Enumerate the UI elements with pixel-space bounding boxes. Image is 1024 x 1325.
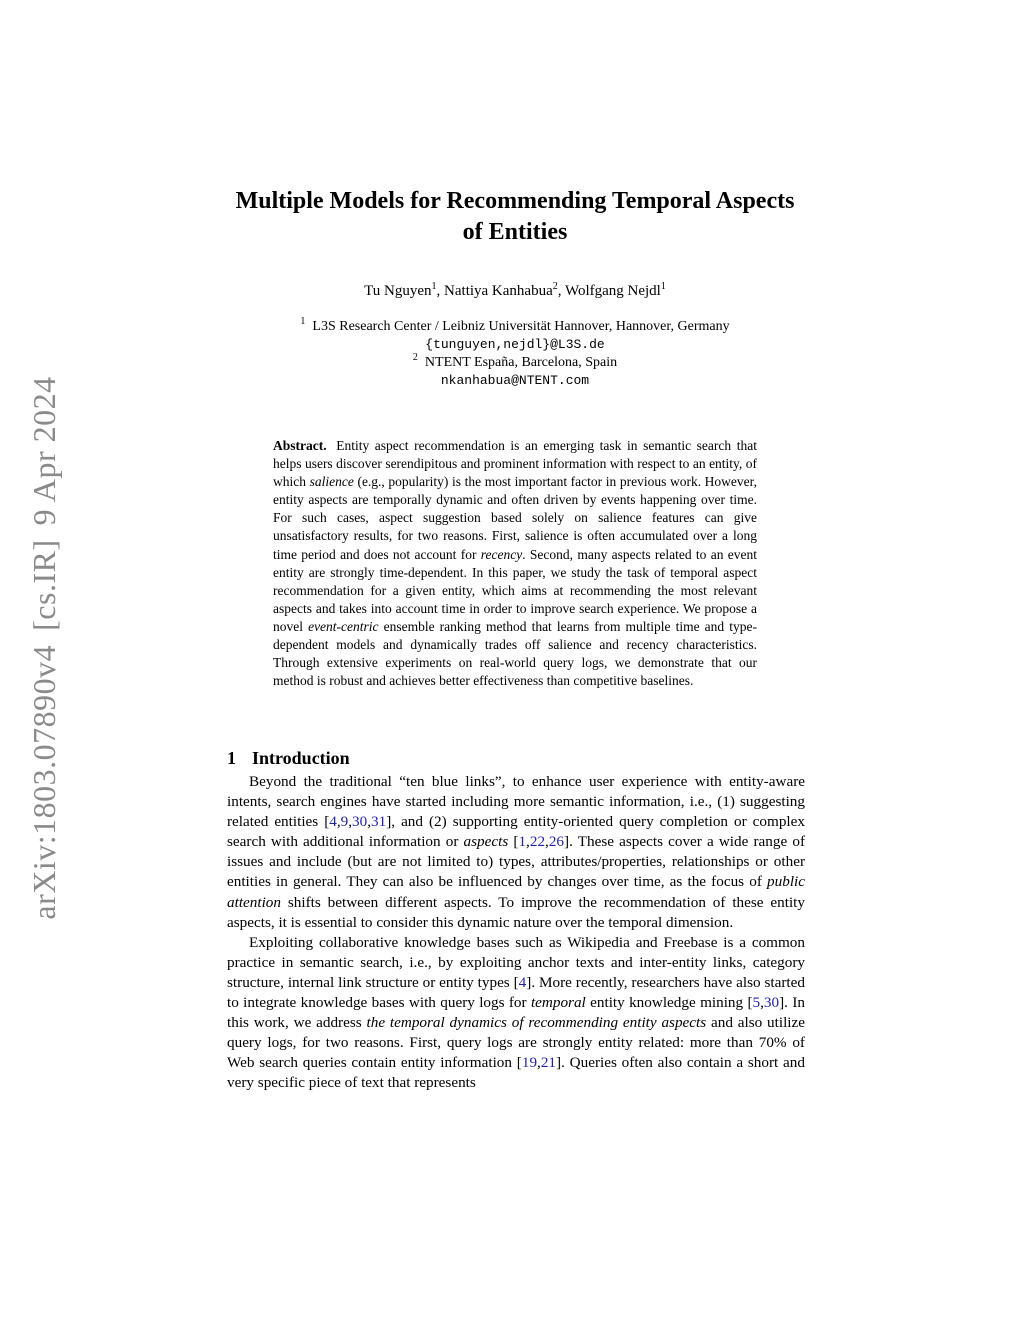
abstract: Abstract. Entity aspect recommendation is an emerging task in semantic search that helps users discover serendipitous and prominent information with respect to an entity, of which salience (e.g., popularity) is the most important factor in previous work. However, entity aspects are temporally dynamic and often driven by events happening over time. For such cases, aspect suggestion based solely on salience features can give unsatisfactory results, for two reasons. First, salience is often accumulated over a long time period and does not account for recency. Second, many aspects related to an event entity are strongly time-dependent. In this paper, we study the task of temporal aspect recommendation for a given entity, which aims at recommending the most relevant aspects and takes into account time in order to improve search experience. We propose a novel event-centric ensemble ranking method that learns from multiple time and type-dependent models and dynamically trades off salience and recency characteristics. Through extensive experiments on real-world query logs, we demonstrate that our method is robust and achieves better effectiveness than competitive baselines. [273, 438, 757, 689]
citation-link[interactable]: 4 [329, 813, 337, 831]
author-name: Wolfgang Nejdl [564, 283, 661, 299]
abstract-label: Abstract. [273, 438, 327, 453]
citation-link[interactable]: 22 [529, 833, 546, 851]
section-heading [227, 748, 350, 769]
citation-link[interactable]: 30 [763, 994, 780, 1012]
author-affil-mark: 1 [660, 281, 666, 292]
author-name: Nattiya Kanhabua [444, 283, 553, 299]
citation-link[interactable]: 4 [518, 973, 527, 991]
arxiv-date: 9 Apr 2024 [25, 376, 62, 526]
paragraph-2: Exploiting collaborative knowledge bases such as Wikipedia and Freebase is a common practice in semantic search, i.e., by exploiting anchor texts and inter-entity links, category structure, internal link structure or entity types [4]. More recently, researchers have also started to integrate knowledge bases with query logs for temporal entity knowledge mining [5,30]. In this work, we address the temporal dynamics of recommending entity aspects and also utilize query logs, for two reasons. First, query logs are strongly entity related: more than 70% of Web search queries contain entity information [19,21]. Queries often also contain a short and very specific piece of text that represents [227, 933, 805, 1092]
email-1: {tunguyen,nejdl}@L3S.de [425, 337, 605, 352]
section-number: 1 [227, 748, 236, 768]
citation-link[interactable]: 31 [371, 813, 387, 831]
paragraph-1: Beyond the traditional “ten blue links”, to enhance user experience with entity-aware intents, search engines have started including more semantic information, i.e., (1) suggesting related entities [4,9,30,31], and (2) supporting entity-oriented query completion or complex search with additional information or aspects [1,22,26]. These aspects cover a wide range of issues and include (but are not limited to) types, attributes/properties, relationships or other entities in general. They can also be influenced by changes over time, as the focus of public attention shifts between different aspects. To improve the recommendation of these entity aspects, it is essential to consider this dynamic nature over the temporal dimension. [227, 773, 806, 931]
author-affil-mark: 2 [552, 281, 558, 292]
affiliations [200, 318, 830, 390]
paper-title [180, 186, 850, 248]
email-2: nkanhabua@NTENT.com [440, 373, 590, 388]
citation-link[interactable]: 21 [540, 1054, 557, 1072]
citation-link[interactable]: 30 [352, 813, 368, 831]
author-list: Tu Nguyen$^1$, Nattiya Kanhabua$^2$, Wolfgang Nejdl$^1$ [364, 281, 666, 299]
title-line-1: Multiple Models for Recommending Temporal Aspects [235, 188, 795, 214]
citation-link[interactable]: 26 [548, 833, 565, 851]
affiliation-1: $^1$ L3S Research Center / Leibniz Universität Hannover, Hannover, Germany [300, 316, 730, 334]
title-line-2: of Entities [462, 219, 568, 245]
arxiv-stamp [26, 358, 62, 938]
body-text [227, 772, 805, 1094]
author-affil-mark: 1 [431, 281, 437, 292]
section-title: Introduction [252, 748, 350, 768]
arxiv-category: [cs.IR] [25, 539, 62, 631]
arxiv-id: arXiv:1803.07890v4 [25, 644, 62, 920]
author-name: Tu Nguyen [364, 283, 432, 299]
affiliation-2: $^2$ NTENT España, Barcelona, Spain [412, 352, 618, 370]
citation-link[interactable]: 9 [340, 813, 349, 831]
citation-link[interactable]: 1 [518, 833, 527, 851]
citation-link[interactable]: 5 [752, 994, 761, 1012]
citation-link[interactable]: 19 [521, 1054, 538, 1072]
